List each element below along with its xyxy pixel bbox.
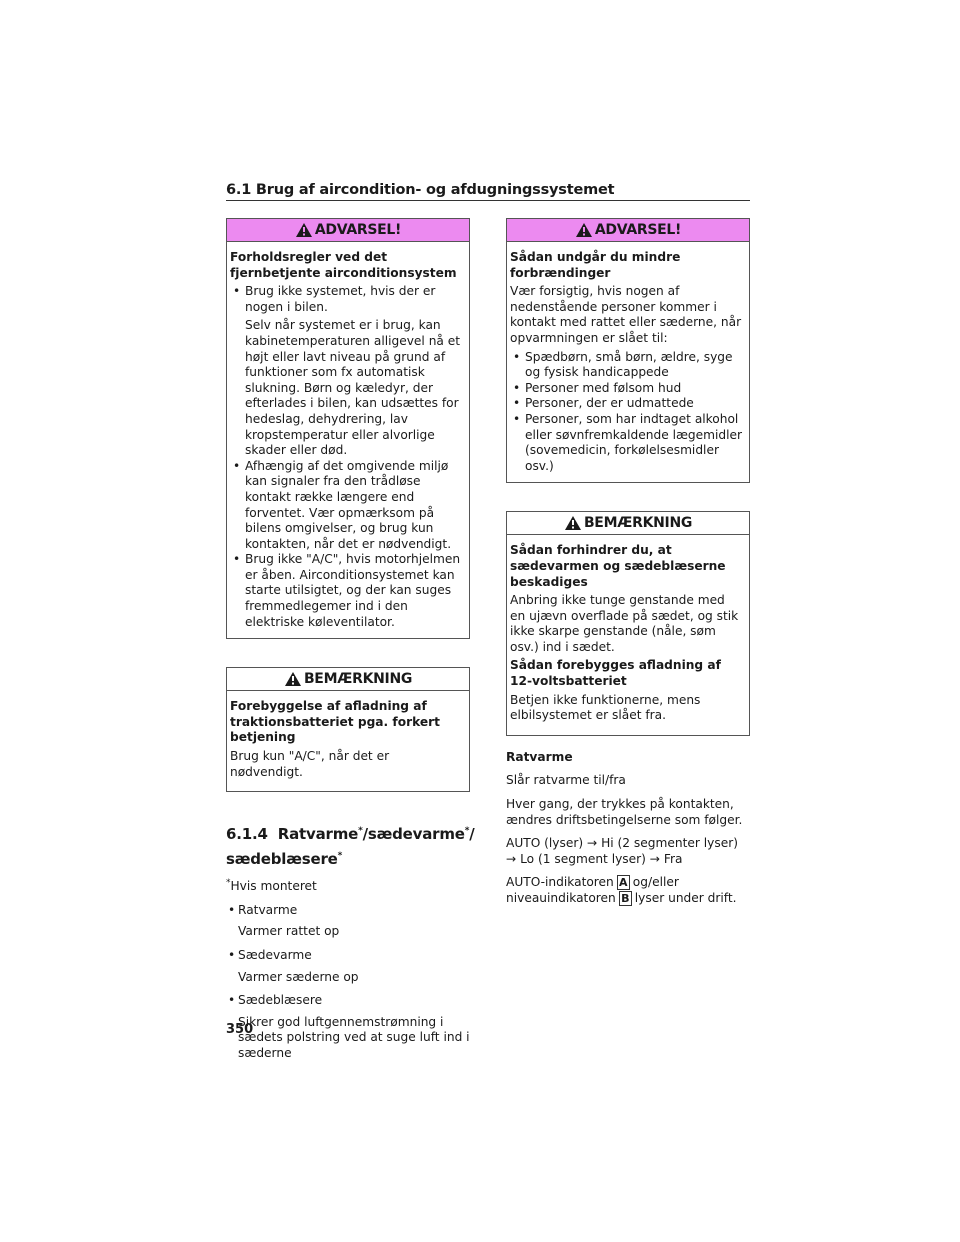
- header-title: 6.1 Brug af aircondition- og afdugningssystemet: [226, 182, 615, 198]
- key-b-label: B: [619, 891, 632, 906]
- list-item: • Personer, som har indtaget alkohol eller søvnfremkaldende lægemidler (sovemedicin, forkølelsesmidler osv.): [510, 412, 743, 474]
- warning-box-burns: [506, 218, 750, 483]
- note-box-traction-battery: [226, 667, 470, 792]
- note-header: [507, 512, 749, 535]
- warning-intro: Vær forsigtig, hvis nogen af nedenstående personer kommer i kontakt med rattet eller sæderne, når opvarmningen er slået til:: [510, 284, 742, 345]
- warning-heading: Sådan undgår du mindre forbrændinger: [510, 250, 681, 280]
- warning-label: ADVARSEL!: [314, 222, 402, 238]
- caution-triangle-icon: [284, 671, 302, 687]
- list-item: • Spædbørn, små børn, ældre, syge og fysisk handicappede: [510, 350, 743, 381]
- paragraph: Slår ratvarme til/fra: [506, 773, 626, 788]
- note-label: BEMÆRKNING: [583, 515, 693, 532]
- warning-triangle-icon: [295, 222, 313, 238]
- feature-item: • Sædevarme: [226, 948, 470, 964]
- caution-triangle-icon: [564, 515, 582, 531]
- list-item-continuation: Selv når systemet er i brug, kan kabinetemperaturen alligevel nå et højt eller lavt niveau på grund af funktioner som fx automatisk slukning. Børn og kæledyr, der efterlades i bilen, kan udsættes for hedeslag, dehydrering, lav kropstemperatur eller alvorlige skader eller død.: [245, 318, 461, 458]
- note-label: BEMÆRKNING: [303, 671, 413, 688]
- note-heading: Sådan forebygges afladning af 12-voltsbatteriet: [510, 658, 721, 689]
- page-header: [226, 179, 750, 201]
- key-a-label: A: [617, 875, 630, 890]
- list-item: • Personer, der er udmattede: [510, 396, 743, 412]
- feature-desc: Varmer rattet op: [238, 924, 340, 939]
- note-box-seat-heater: [506, 511, 750, 736]
- section-title: 6.1.4 Ratvarme*/sædevarme*/ sædeblæsere*: [226, 825, 475, 869]
- warning-label: ADVARSEL!: [594, 222, 682, 238]
- right-column: [506, 218, 750, 915]
- feature-desc: Sikrer god luftgennemstrømning i sædets polstring ved at suge luft ind i sæderne: [238, 1014, 470, 1061]
- note-text: Betjen ikke funktionerne, mens elbilsystemet er slået fra.: [510, 692, 701, 723]
- note-text: Brug kun "A/C", når det er nødvendigt.: [230, 749, 390, 779]
- page-number: 350: [226, 1022, 254, 1037]
- warning-box-remote-ac: [226, 218, 470, 639]
- list-item: • Personer med følsom hud: [510, 381, 743, 397]
- note-heading: Sådan forhindrer du, at sædevarmen og sædeblæserne beskadiges: [510, 543, 726, 589]
- note-text: Anbring ikke tunge genstande med en ujævn overflade på sædet, og stik ikke skarpe genstande (nåle, søm osv.) ind i sædet.: [510, 593, 739, 654]
- feature-item: • Sædeblæsere: [226, 993, 470, 1009]
- feature-desc: Varmer sæderne op: [238, 969, 359, 984]
- warning-header: [507, 219, 749, 242]
- list-item: • Afhængig af det omgivende miljø kan signaler fra den trådløse kontakt række længere end forventet. Vær opmærksom på bilens omgivelser, og brug kun kontakten, når det er nødvendigt.: [230, 459, 463, 553]
- note-header: [227, 668, 469, 691]
- paragraph: Hver gang, der trykkes på kontakten, ændres driftsbetingelserne som følger.: [506, 797, 743, 827]
- feature-item: • Ratvarme: [226, 903, 470, 919]
- list-item: • Brug ikke systemet, hvis der er nogen i bilen. Selv når systemet er i brug, kan kabinetemperaturen alligevel nå et højt eller lavt niveau på grund af funktioner som fx automatisk slukning. Børn og kæledyr, der efterlades i bilen, kan udsættes for hedeslag, dehydrering, lav kropstemperatur eller alvorlige skader eller død.: [230, 284, 463, 459]
- footnote: *Hvis monteret: [226, 878, 317, 894]
- ratvarme-section: [506, 750, 750, 907]
- paragraph-indicators: AUTO-indikatoren A og/eller niveauindikatoren B lyser under drift.: [506, 875, 737, 905]
- warning-header: [227, 219, 469, 242]
- note-heading: Forebyggelse af afladning af traktionsbatteriet pga. forkert betjening: [230, 699, 440, 745]
- warning-triangle-icon: [575, 222, 593, 238]
- paragraph: AUTO (lyser) → Hi (2 segmenter lyser) → Lo (1 segment lyser) → Fra: [506, 836, 738, 866]
- warning-heading: Forholdsregler ved det fjernbetjente airconditionsystem: [230, 250, 457, 280]
- left-column: [226, 218, 475, 1070]
- list-item: • Brug ikke "A/C", hvis motorhjelmen er åben. Airconditionsystemet kan starte utilsigtet, og der kan suges fremmedlegemer ind i den elektriske køleventilator.: [230, 552, 463, 630]
- ratvarme-heading: Ratvarme: [506, 749, 573, 764]
